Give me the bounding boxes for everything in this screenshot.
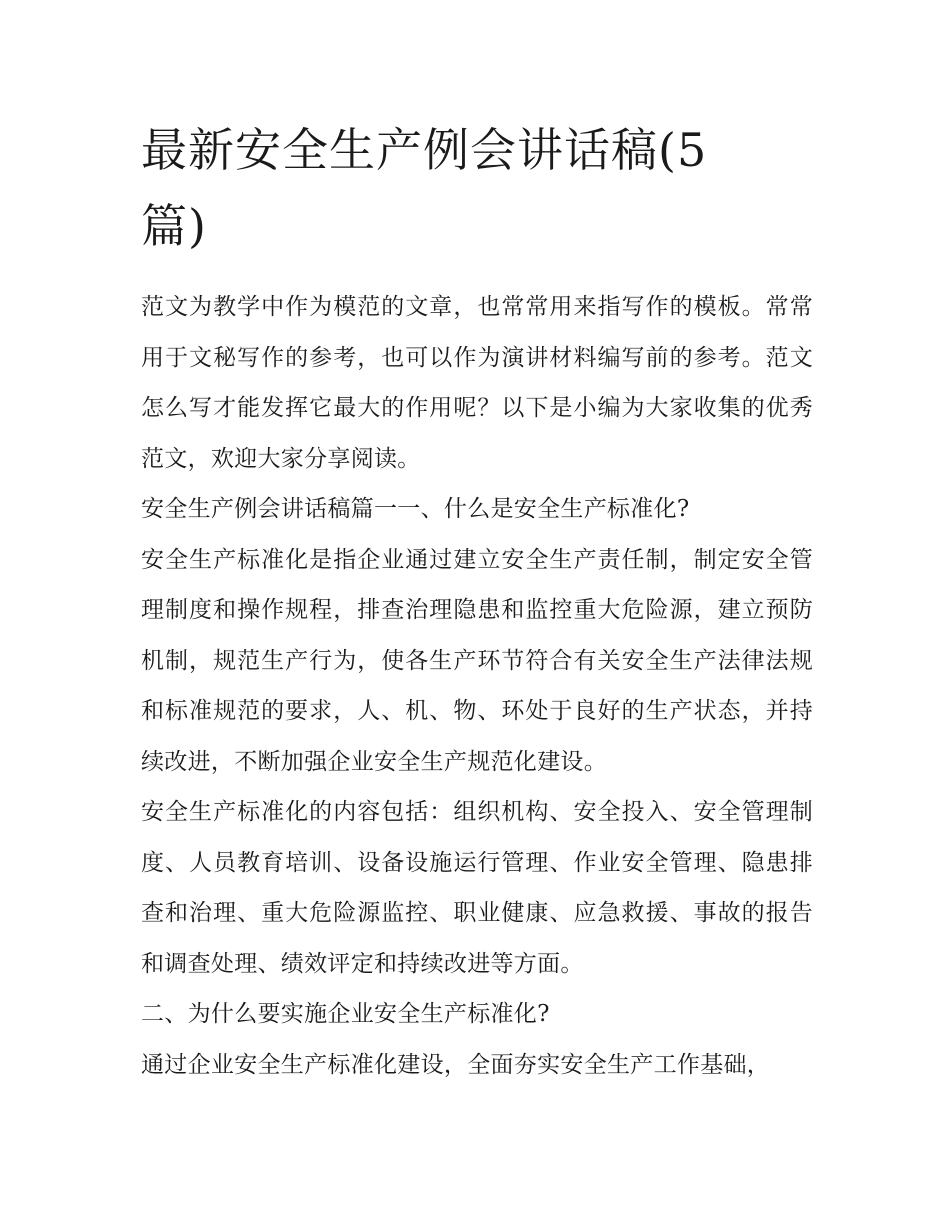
paragraph-heading-1: 安全生产例会讲话稿篇一一、什么是安全生产标准化? [141,496,690,522]
paragraph-partial: 通过企业安全生产标准化建设，全面夯实安全生产工作基础， [141,1051,771,1078]
paragraph-intro: 范文为教学中作为模范的文章，也常常用来指写作的模板。常常用于文秘写作的参考，也可以作为演讲材料编写前的参考。范文怎么写才能发挥它最大的作用呢？以下是小编为大家收集的优秀范文，欢迎大家分享阅读。 [141,294,813,472]
paragraph-contents: 安全生产标准化的内容包括：组织机构、安全投入、安全管理制度、人员教育培训、设备设施运行管理、作业安全管理、隐患排查和治理、重大危险源监控、职业健康、应急救援、事故的报告和调查处理、绩效评定和持续改进等方面。 [141,799,813,977]
document-title: 最新安全生产例会讲话稿(5篇) [141,123,708,253]
paragraph-heading-2: 二、为什么要实施企业安全生产标准化? [141,1001,550,1027]
document-page [141,112,813,1090]
paragraph-definition: 安全生产标准化是指企业通过建立安全生产责任制，制定安全管理制度和操作规程，排查治理隐患和监控重大危险源，建立预防机制，规范生产行为，使各生产环节符合有关安全生产法律法规和标准规范的要求，人、机、物、环处于良好的生产状态，并持续改进，不断加强企业安全生产规范化建设。 [141,546,813,775]
